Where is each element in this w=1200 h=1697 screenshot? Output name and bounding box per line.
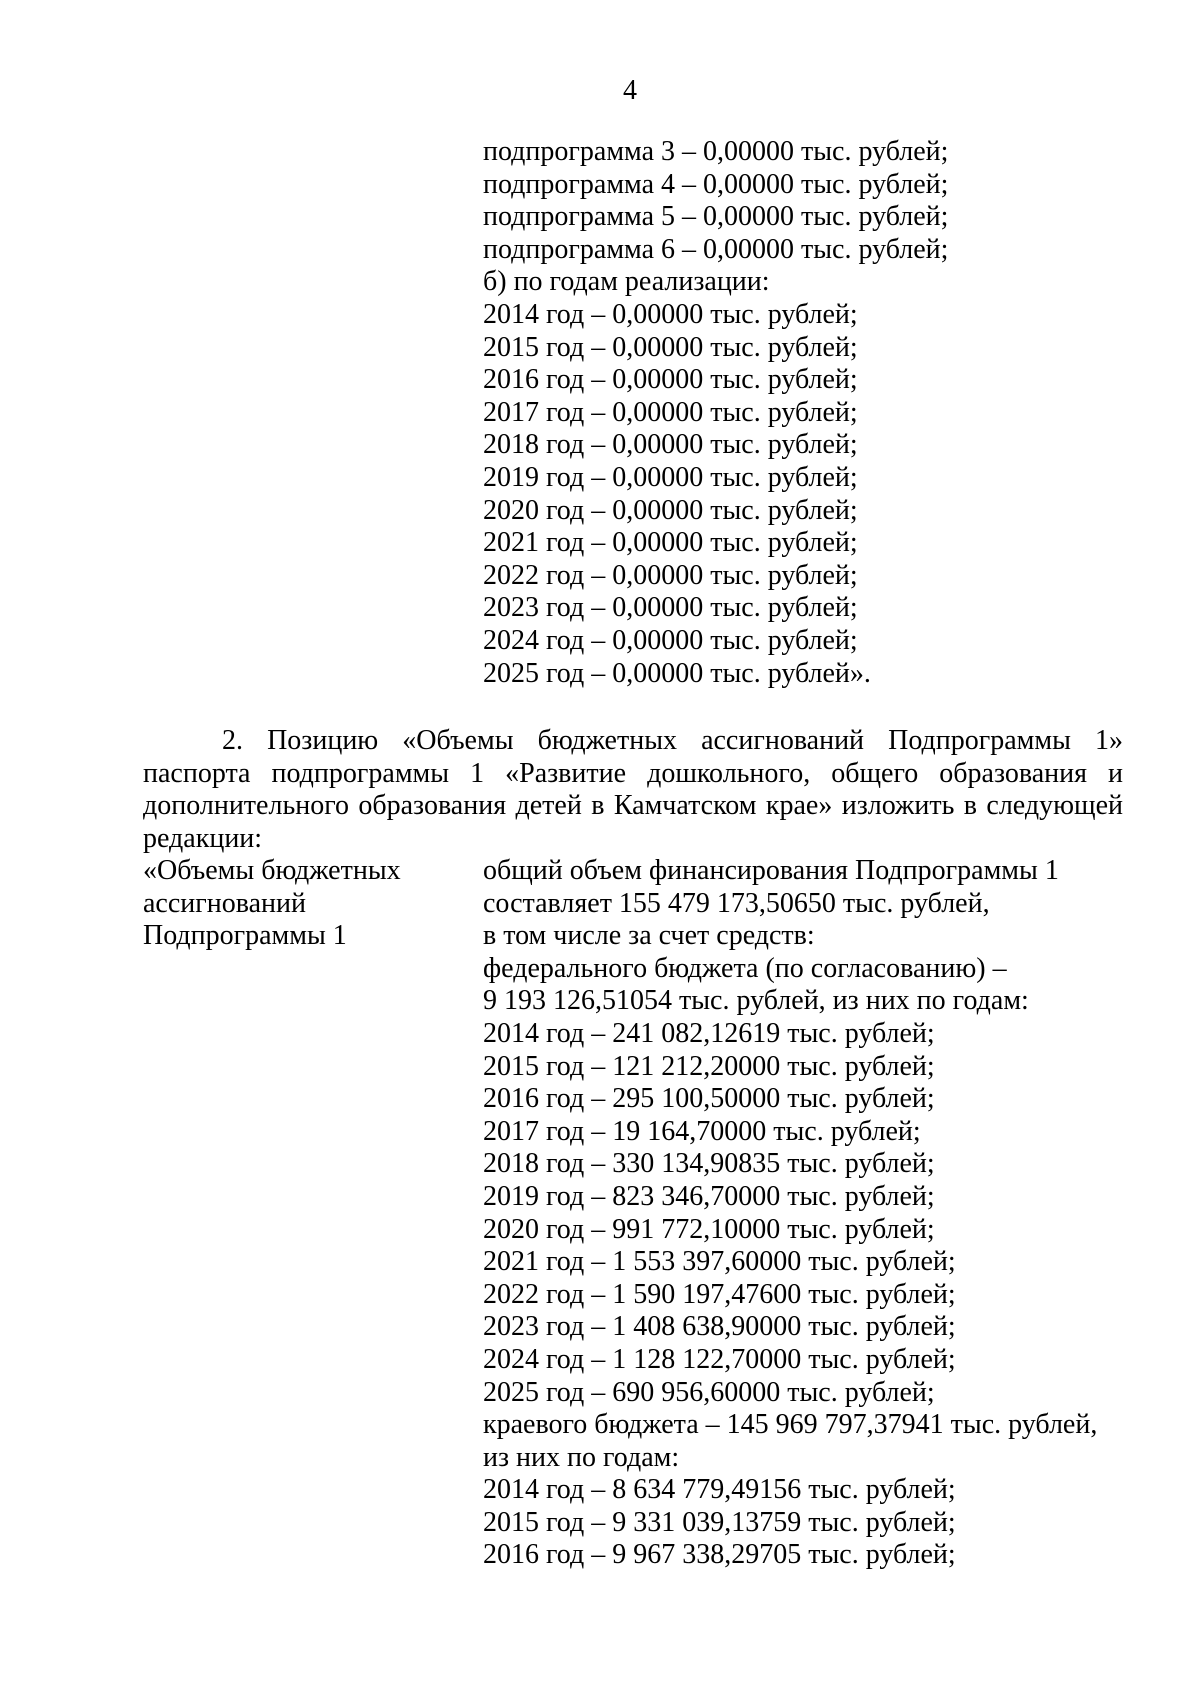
position-label-line: ассигнований (143, 887, 306, 919)
position-content-line: 2014 год – 8 634 779,49156 тыс. рублей; (483, 1474, 956, 1506)
position-content-line: 2021 год – 1 553 397,60000 тыс. рублей; (483, 1246, 956, 1278)
paragraph-line: редакции: (143, 822, 263, 854)
position-content-line: 2014 год – 241 082,12619 тыс. рублей; (483, 1017, 935, 1049)
top-list-line: 2015 год – 0,00000 тыс. рублей; (483, 331, 858, 363)
top-list-line: подпрограмма 4 – 0,00000 тыс. рублей; (483, 168, 949, 200)
top-list-line: подпрограмма 6 – 0,00000 тыс. рублей; (483, 233, 949, 265)
position-label-line: «Объемы бюджетных (143, 855, 401, 886)
paragraph-line: дополнительного образования детей в Камчатском крае» изложить в следующей (143, 790, 1123, 822)
top-list-line: 2022 год – 0,00000 тыс. рублей; (483, 559, 858, 591)
position-content-line: 2020 год – 991 772,10000 тыс. рублей; (483, 1213, 935, 1245)
page-number: 4 (623, 75, 637, 106)
position-label-line: Подпрограммы 1 (143, 920, 347, 952)
position-content-line: 2016 год – 295 100,50000 тыс. рублей; (483, 1083, 935, 1115)
top-list-line: подпрограмма 3 – 0,00000 тыс. рублей; (483, 136, 949, 167)
top-list-line: б) по годам реализации: (483, 266, 770, 298)
position-content-line: краевого бюджета – 145 969 797,37941 тыс. рублей, (483, 1409, 1098, 1441)
position-content-line: в том числе за счет средств: (483, 920, 815, 952)
position-content-line: 2015 год – 9 331 039,13759 тыс. рублей; (483, 1506, 956, 1538)
top-list-line: 2019 год – 0,00000 тыс. рублей; (483, 461, 858, 493)
top-list-line: 2024 год – 0,00000 тыс. рублей; (483, 624, 858, 656)
position-content-line: 2016 год – 9 967 338,29705 тыс. рублей; (483, 1539, 956, 1571)
position-content-line: 2025 год – 690 956,60000 тыс. рублей; (483, 1376, 935, 1408)
top-list-line: 2020 год – 0,00000 тыс. рублей; (483, 494, 858, 526)
paragraph-line: паспорта подпрограммы 1 «Развитие дошкольного, общего образования и (143, 757, 1123, 789)
position-content-line: из них по годам: (483, 1441, 680, 1473)
position-content-line: 2024 год – 1 128 122,70000 тыс. рублей; (483, 1343, 956, 1375)
top-list-line: подпрограмма 5 – 0,00000 тыс. рублей; (483, 201, 949, 233)
top-list-line: 2023 год – 0,00000 тыс. рублей; (483, 592, 858, 624)
top-list-line: 2016 год – 0,00000 тыс. рублей; (483, 364, 858, 396)
position-content (483, 855, 1097, 1572)
top-list (483, 136, 948, 690)
paragraph-line: 2. Позицию «Объемы бюджетных ассигнований Подпрограммы 1» (222, 725, 1123, 756)
position-content-line: федерального бюджета (по согласованию) – (483, 952, 1007, 984)
position-label (143, 855, 401, 953)
position-content-line: общий объем финансирования Подпрограммы 1 (483, 855, 1059, 886)
amendment-paragraph (143, 725, 1123, 855)
top-list-line: 2017 год – 0,00000 тыс. рублей; (483, 396, 858, 428)
position-content-line: 2018 год – 330 134,90835 тыс. рублей; (483, 1148, 935, 1180)
position-content-line: 2015 год – 121 212,20000 тыс. рублей; (483, 1050, 935, 1082)
top-list-line: 2021 год – 0,00000 тыс. рублей; (483, 527, 858, 559)
position-content-line: 9 193 126,51054 тыс. рублей, из них по годам: (483, 985, 1029, 1017)
top-list-line: 2018 год – 0,00000 тыс. рублей; (483, 429, 858, 461)
position-content-line: 2017 год – 19 164,70000 тыс. рублей; (483, 1115, 921, 1147)
top-list-line: 2025 год – 0,00000 тыс. рублей». (483, 657, 871, 689)
position-content-line: 2019 год – 823 346,70000 тыс. рублей; (483, 1180, 935, 1212)
position-content-line: составляет 155 479 173,50650 тыс. рублей, (483, 887, 990, 919)
position-content-line: 2022 год – 1 590 197,47600 тыс. рублей; (483, 1278, 956, 1310)
position-content-line: 2023 год – 1 408 638,90000 тыс. рублей; (483, 1311, 956, 1343)
top-list-line: 2014 год – 0,00000 тыс. рублей; (483, 298, 858, 330)
